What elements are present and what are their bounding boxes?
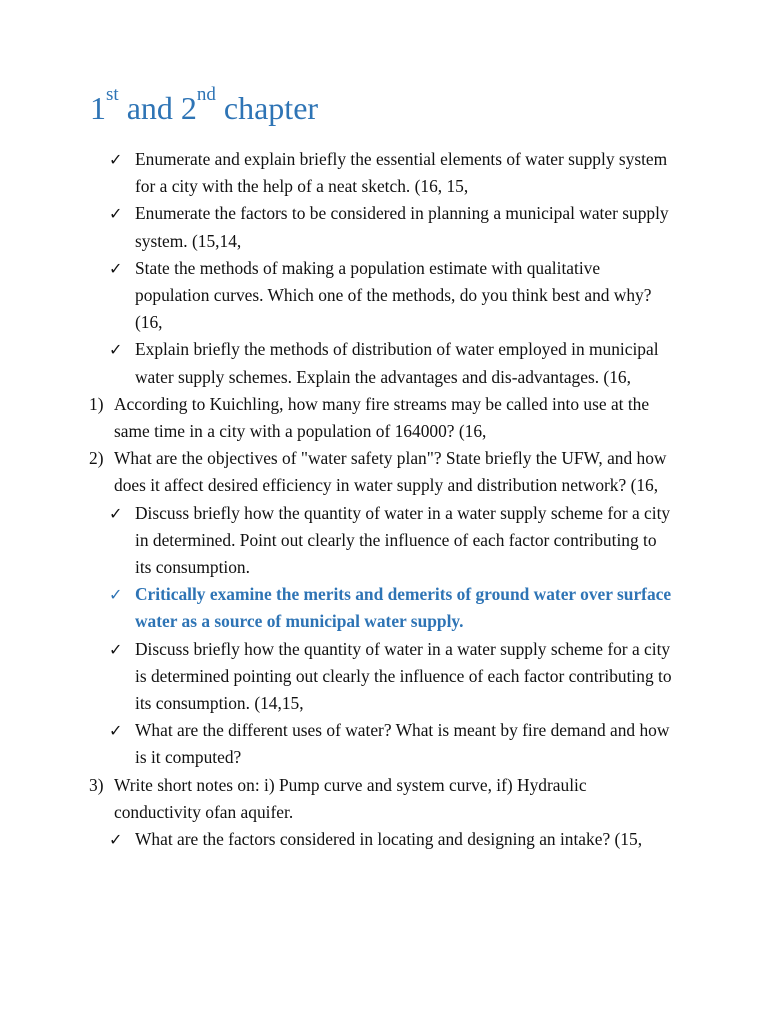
- question-text: Discuss briefly how the quantity of water in a water supply scheme for a city is determined pointing out clearly the influence of each factor contributing to its consumption. (14,15,: [135, 638, 672, 714]
- list-number: 1): [89, 393, 104, 414]
- question-item-3: [0, 255, 675, 337]
- question-item-6: [0, 636, 675, 718]
- checkmark-icon: ✓: [109, 150, 123, 169]
- numbered-question-2: [0, 445, 674, 499]
- heading-part-3: chapter: [215, 90, 319, 126]
- question-list: [0, 146, 768, 853]
- question-text: State the methods of making a population estimate with qualitative population curves. Which one of the methods, do you think best and why? (16,: [135, 257, 652, 333]
- question-text: Discuss briefly how the quantity of water in a water supply scheme for a city in determined. Point out clearly the influence of each factor contributing to its consumption.: [135, 502, 671, 578]
- heading-part-2: and 2: [118, 90, 197, 126]
- question-text: Explain briefly the methods of distribution of water employed in municipal water supply schemes. Explain the advantages and dis-advantages. (16,: [135, 339, 659, 387]
- question-item-8: [0, 826, 675, 853]
- question-item-4: [0, 336, 675, 390]
- question-text: Write short notes on: i) Pump curve and system curve, if) Hydraulic conductivity ofan aquifer.: [114, 774, 587, 822]
- checkmark-icon: ✓: [109, 258, 123, 278]
- question-text: According to Kuichling, how many fire streams may be called into use at the same time in a city with a population of 164000? (16,: [114, 393, 650, 442]
- heading-sup-2: nd: [196, 84, 216, 105]
- question-text: What are the different uses of water? What is meant by fire demand and how is it computed?: [135, 720, 670, 768]
- numbered-question-3: [0, 772, 674, 826]
- highlighted-question: [0, 581, 675, 635]
- checkmark-icon: ✓: [109, 639, 123, 659]
- chapter-heading: [90, 84, 319, 128]
- numbered-question-1: [0, 391, 674, 445]
- checkmark-icon: ✓: [109, 830, 123, 850]
- question-item-1: [0, 146, 675, 200]
- list-number: 3): [89, 774, 104, 795]
- heading-sup-1: st: [106, 84, 119, 105]
- question-text: Enumerate and explain briefly the essential elements of water supply system for a city with the help of a neat sketch. (16, 15,: [135, 149, 668, 197]
- checkmark-icon: ✓: [109, 340, 123, 360]
- list-number: 2): [89, 448, 104, 469]
- checkmark-icon: ✓: [109, 721, 123, 741]
- question-text: Critically examine the merits and demerits of ground water over surface water as a source of municipal water supply.: [135, 584, 672, 632]
- question-text: What are the objectives of "water safety plan"? State briefly the UFW, and how does it affect desired efficiency in water supply and distribution network? (16,: [114, 448, 667, 496]
- question-item-7: [0, 717, 675, 771]
- checkmark-icon: ✓: [109, 503, 123, 523]
- question-text: What are the factors considered in locating and designing an intake? (15,: [135, 829, 643, 850]
- question-text: Enumerate the factors to be considered in planning a municipal water supply system. (15,14,: [135, 203, 669, 251]
- question-item-5: [0, 500, 675, 582]
- question-item-2: [0, 200, 675, 254]
- heading-part-1: 1: [90, 90, 106, 126]
- checkmark-icon: ✓: [109, 204, 123, 224]
- checkmark-icon: ✓: [109, 585, 123, 605]
